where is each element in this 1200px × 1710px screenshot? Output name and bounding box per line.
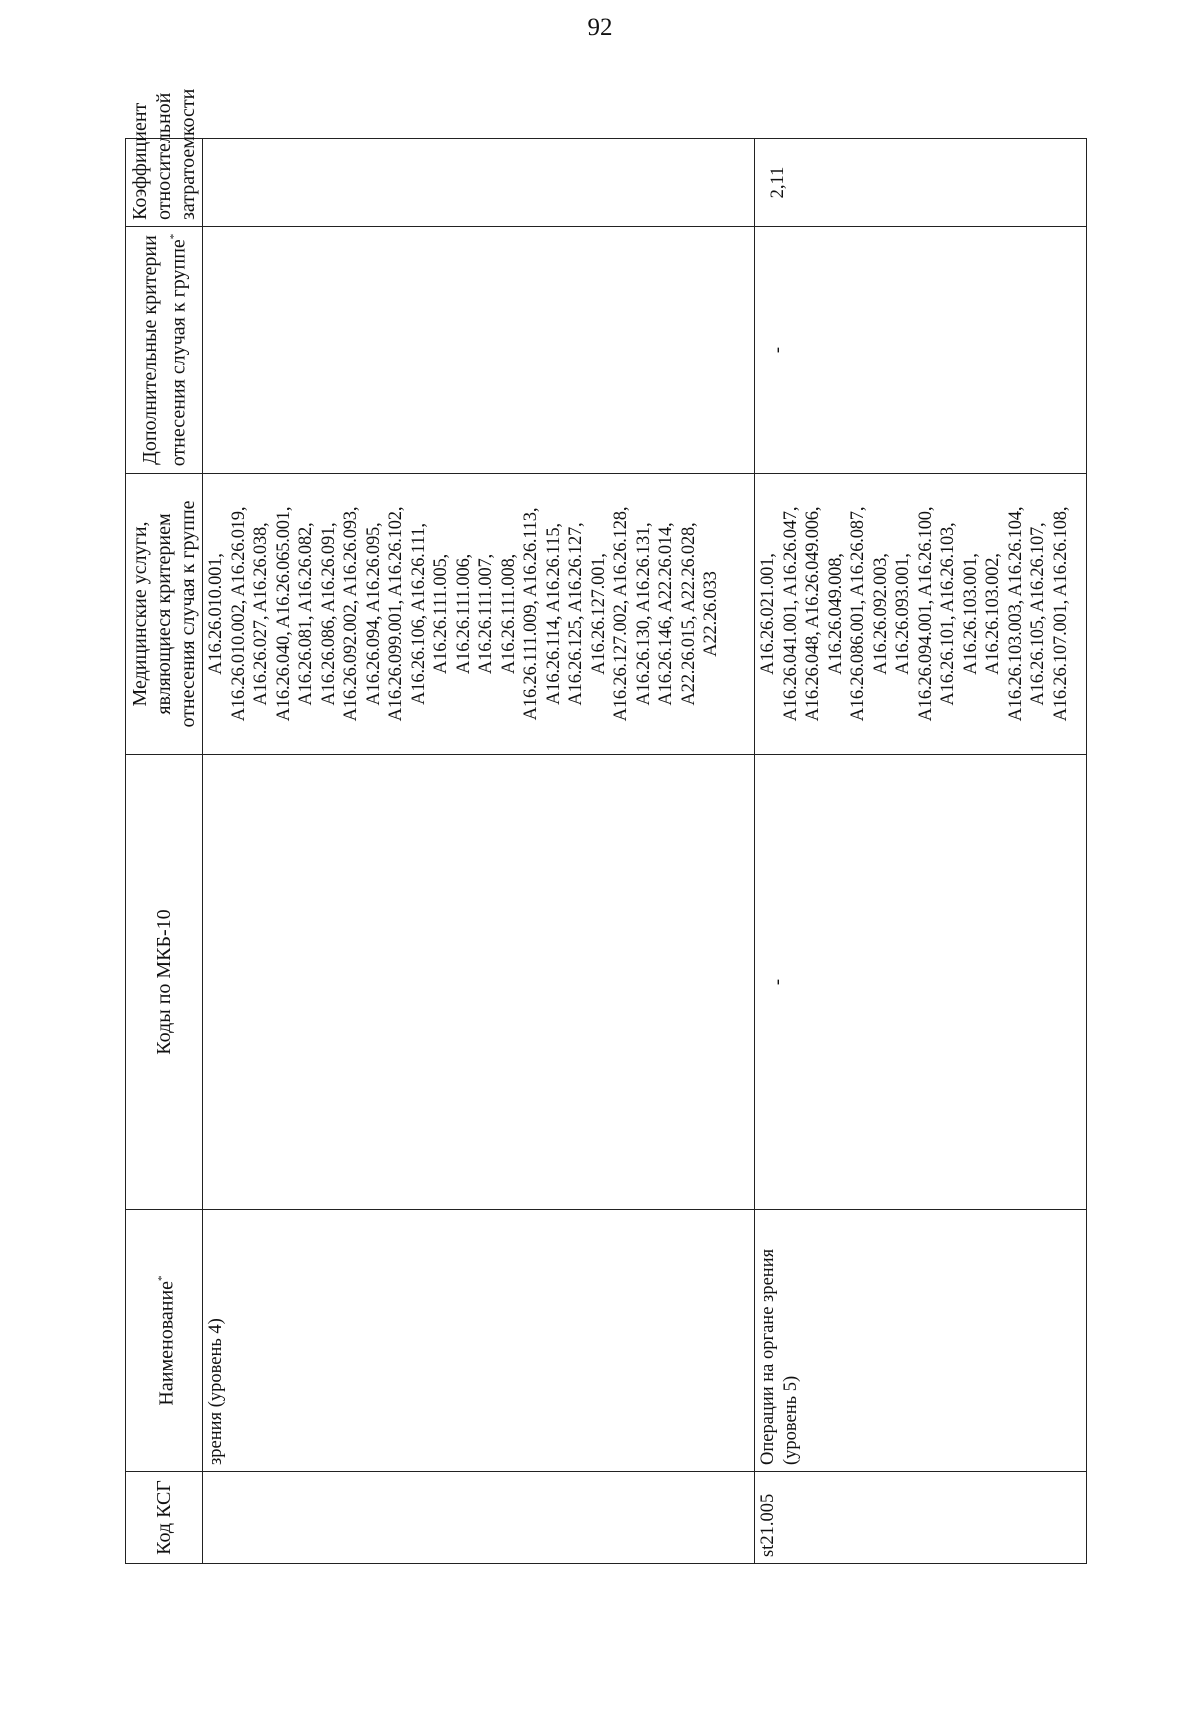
service-code-line: A16.26.093.001, xyxy=(893,553,913,675)
service-code-line: A16.26.049.008, xyxy=(825,553,846,675)
cell-code: st21.005 xyxy=(755,1472,1087,1564)
service-code-line: A16.26.146, A22.26.014, xyxy=(656,522,676,706)
service-code-line: A16.26.130, A16.26.131, xyxy=(633,522,654,706)
service-code-line: A16.26.107.001, A16.26.108, xyxy=(1050,506,1071,722)
header-icd: Коды по МКБ-10 xyxy=(126,755,203,1210)
service-code-line: A16.26.092.003, xyxy=(870,553,891,675)
service-code-line: A16.26.094, A16.26.095, xyxy=(363,522,384,706)
page-number: 92 xyxy=(587,14,613,41)
cell-services xyxy=(755,474,1087,755)
footnote-mark: * xyxy=(155,1275,168,1281)
table-header-row xyxy=(126,139,203,1564)
service-code-line: A16.26.111.005, xyxy=(431,554,451,674)
service-code-line: A16.26.111.008, xyxy=(498,554,519,674)
header-criteria xyxy=(126,227,203,474)
cell-coefficient: 2,11 xyxy=(755,139,1087,227)
rotated-table-container xyxy=(125,88,1082,1564)
service-code-line: A16.26.111.006, xyxy=(453,554,474,674)
service-code-line: A22.26.033 xyxy=(701,571,721,657)
ksg-table xyxy=(125,88,1087,1564)
service-code-line: A16.26.027, A16.26.038, xyxy=(251,522,271,706)
cell-icd xyxy=(203,755,755,1210)
service-code-line: A16.26.010.001, xyxy=(206,553,226,675)
header-criteria-label: Дополнительные критерии отнесения случая к группе xyxy=(138,235,190,467)
cell-services xyxy=(203,474,755,755)
header-name-label: Наименование xyxy=(155,1280,178,1406)
cell-criteria: - xyxy=(755,227,1087,474)
service-code-line: A22.26.015, A22.26.028, xyxy=(678,522,699,706)
service-code-line: A16.26.021.001, xyxy=(758,553,778,675)
cell-icd: - xyxy=(755,755,1087,1210)
service-code-line: A16.26.111.009, A16.26.113, xyxy=(521,507,541,721)
service-code-line: A16.26.081, A16.26.082, xyxy=(296,522,316,706)
service-code-line: A16.26.086, A16.26.091, xyxy=(318,522,339,706)
service-code-line: A16.26.103.003, A16.26.104, xyxy=(1005,506,1026,722)
header-services: Медицинские услуги, являющиеся критерием отнесения случая к группе xyxy=(126,474,203,755)
service-code-line: A16.26.092.002, A16.26.093, xyxy=(341,506,361,722)
cell-criteria xyxy=(203,227,755,474)
cell-name: Операции на органе зрения (уровень 5) xyxy=(755,1210,1087,1472)
service-code-line: A16.26.127.001, xyxy=(588,553,609,675)
service-code-line: A16.26.040, A16.26.065.001, xyxy=(273,506,294,722)
service-code-line: A16.26.103.001, xyxy=(960,553,981,675)
header-name xyxy=(126,1210,203,1472)
table-row xyxy=(755,139,1087,1564)
cell-name: зрения (уровень 4) xyxy=(203,1210,755,1472)
service-code-line: A16.26.105, A16.26.107, xyxy=(1028,522,1048,706)
header-code: Код КСГ xyxy=(126,1472,203,1564)
service-code-line: A16.26.048, A16.26.049.006, xyxy=(803,506,823,722)
service-code-line: A16.26.111.007, xyxy=(476,554,496,674)
service-code-line: A16.26.125, A16.26.127, xyxy=(566,522,586,706)
cell-coefficient xyxy=(203,139,755,227)
service-code-line: A16.26.094.001, A16.26.100, xyxy=(915,506,936,722)
header-coefficient: Коэффициент относительной затратоемкости xyxy=(126,139,203,227)
footnote-mark: * xyxy=(167,233,180,240)
cell-code xyxy=(203,1472,755,1564)
service-code-line: A16.26.086.001, A16.26.087, xyxy=(848,506,868,722)
table-row xyxy=(203,139,755,1564)
service-code-line: A16.26.103.002, xyxy=(983,553,1003,675)
service-code-line: A16.26.114, A16.26.115, xyxy=(543,523,564,705)
service-code-line: A16.26.099.001, A16.26.102, xyxy=(386,506,406,722)
service-code-line: A16.26.010.002, A16.26.019, xyxy=(228,506,249,722)
service-code-line: A16.26.106, A16.26.111, xyxy=(408,523,429,705)
service-code-line: A16.26.101, A16.26.103, xyxy=(938,522,958,706)
service-code-line: A16.26.127.002, A16.26.128, xyxy=(611,506,631,722)
service-code-line: A16.26.041.001, A16.26.047, xyxy=(780,506,801,722)
